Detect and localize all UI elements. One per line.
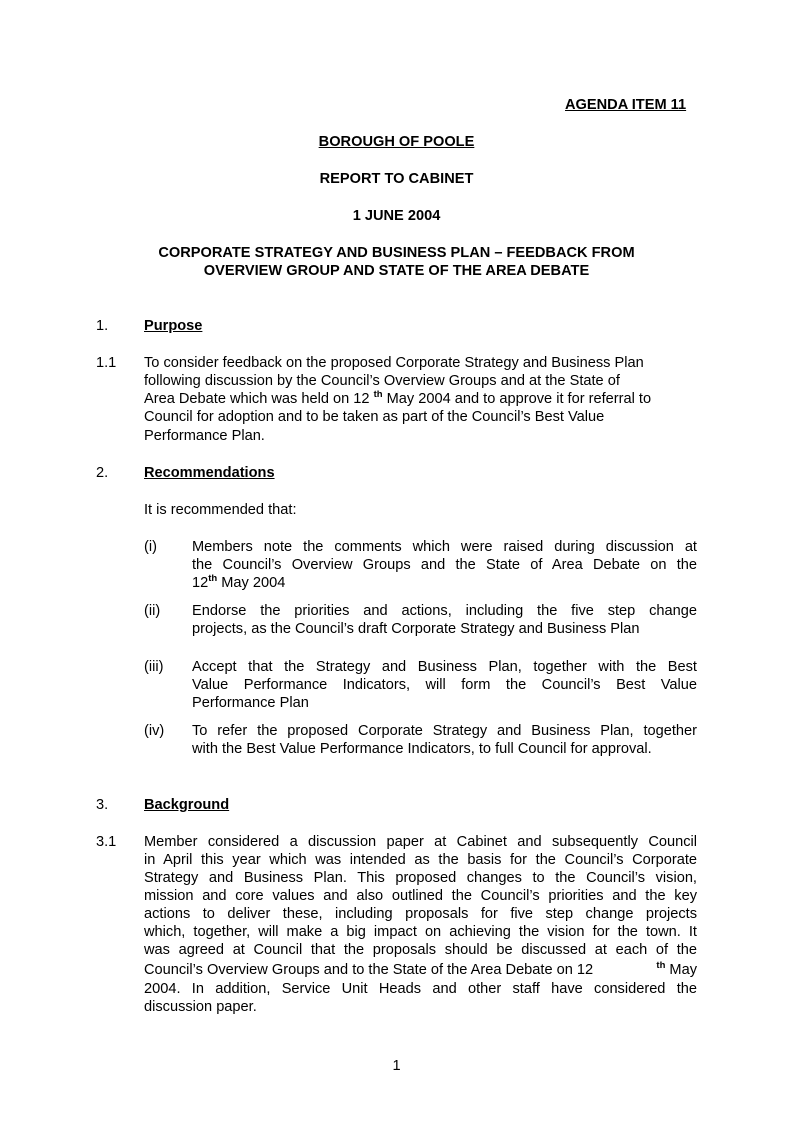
report-date: 1 JUNE 2004 xyxy=(352,208,441,224)
para-3-1-line: was agreed at Council that the proposals should be discussed at each of the xyxy=(144,942,697,958)
para-3-1-line: actions to deliver these, including proposals for five step change projects xyxy=(144,906,697,922)
recommendation-line: projects, as the Council’s draft Corporate Strategy and Business Plan xyxy=(192,621,640,637)
recommendation-line: the Council’s Overview Groups and the State of Area Debate on the xyxy=(192,557,697,573)
section-3-heading: Background xyxy=(144,797,230,813)
borough-title: BOROUGH OF POOLE xyxy=(318,134,475,150)
para-3-1-text xyxy=(656,961,697,979)
recommendation-line: Performance Plan xyxy=(192,695,309,711)
section-2-heading: Recommendations xyxy=(144,465,275,481)
para-3-1-number: 3.1 xyxy=(96,834,117,850)
para-3-1-line: in April this year which was intended as the basis for the Council’s Corporate xyxy=(144,852,697,868)
superscript: th xyxy=(656,960,666,971)
para-1-1-text: Area Debate which was held on 12 xyxy=(144,391,370,407)
para-3-1-line xyxy=(144,961,697,979)
para-1-1-line xyxy=(144,390,651,408)
para-3-1-line: discussion paper. xyxy=(144,999,257,1015)
para-3-1-line: mission and core values and also outlined the Council’s priorities and the key xyxy=(144,888,697,904)
recommendation-line: Accept that the Strategy and Business Plan, together with the Best xyxy=(192,659,697,675)
para-1-1-line: following discussion by the Council’s Overview Groups and at the State of xyxy=(144,373,620,389)
recommendation-text: May 2004 xyxy=(217,575,286,591)
recommendations-intro: It is recommended that: xyxy=(144,502,297,518)
superscript: th xyxy=(208,573,218,584)
section-2-number: 2. xyxy=(96,465,109,481)
para-3-1-text: May xyxy=(665,962,697,978)
recommendation-line: with the Best Value Performance Indicators, to full Council for approval. xyxy=(192,741,652,757)
report-title-line-2: OVERVIEW GROUP AND STATE OF THE AREA DEBATE xyxy=(203,263,590,279)
section-1-heading: Purpose xyxy=(144,318,203,334)
section-3-number: 3. xyxy=(96,797,109,813)
para-3-1-line: which, together, will make a big impact on achieving the vision for the town. It xyxy=(144,924,697,940)
para-3-1-line: Member considered a discussion paper at Cabinet and subsequently Council xyxy=(144,834,697,850)
para-1-1-number: 1.1 xyxy=(96,355,117,371)
section-1-number: 1. xyxy=(96,318,109,334)
para-1-1-line: Performance Plan. xyxy=(144,428,265,444)
para-1-1-text: May 2004 and to approve it for referral to xyxy=(382,391,652,407)
agenda-item-label: AGENDA ITEM 11 xyxy=(565,97,687,113)
recommendation-line: To refer the proposed Corporate Strategy and Business Plan, together xyxy=(192,723,697,739)
recommendation-line xyxy=(192,574,285,592)
para-3-1-line: Strategy and Business Plan. This proposed changes to the Council’s vision, xyxy=(144,870,697,886)
para-1-1-line: Council for adoption and to be taken as part of the Council’s Best Value xyxy=(144,409,605,425)
recommendation-label: (iii) xyxy=(144,659,164,675)
recommendation-line: Value Performance Indicators, will form the Council’s Best Value xyxy=(192,677,697,693)
report-title-line-1: CORPORATE STRATEGY AND BUSINESS PLAN – FEEDBACK FROM xyxy=(158,245,635,261)
para-3-1-text: Council’s Overview Groups and to the State of the Area Debate on 12 xyxy=(144,962,594,978)
para-1-1-line: To consider feedback on the proposed Corporate Strategy and Business Plan xyxy=(144,355,644,371)
recommendation-label: (ii) xyxy=(144,603,161,619)
para-3-1-line: 2004. In addition, Service Unit Heads and other staff have considered the xyxy=(144,981,697,997)
page-number: 1 xyxy=(392,1058,401,1074)
recommendation-text: 12 xyxy=(192,575,209,591)
recommendation-label: (iv) xyxy=(144,723,165,739)
superscript: th xyxy=(373,389,383,400)
recommendation-line: Endorse the priorities and actions, including the five step change xyxy=(192,603,697,619)
recommendation-label: (i) xyxy=(144,539,157,555)
recommendation-line: Members note the comments which were raised during discussion at xyxy=(192,539,697,555)
report-to-label: REPORT TO CABINET xyxy=(319,171,474,187)
